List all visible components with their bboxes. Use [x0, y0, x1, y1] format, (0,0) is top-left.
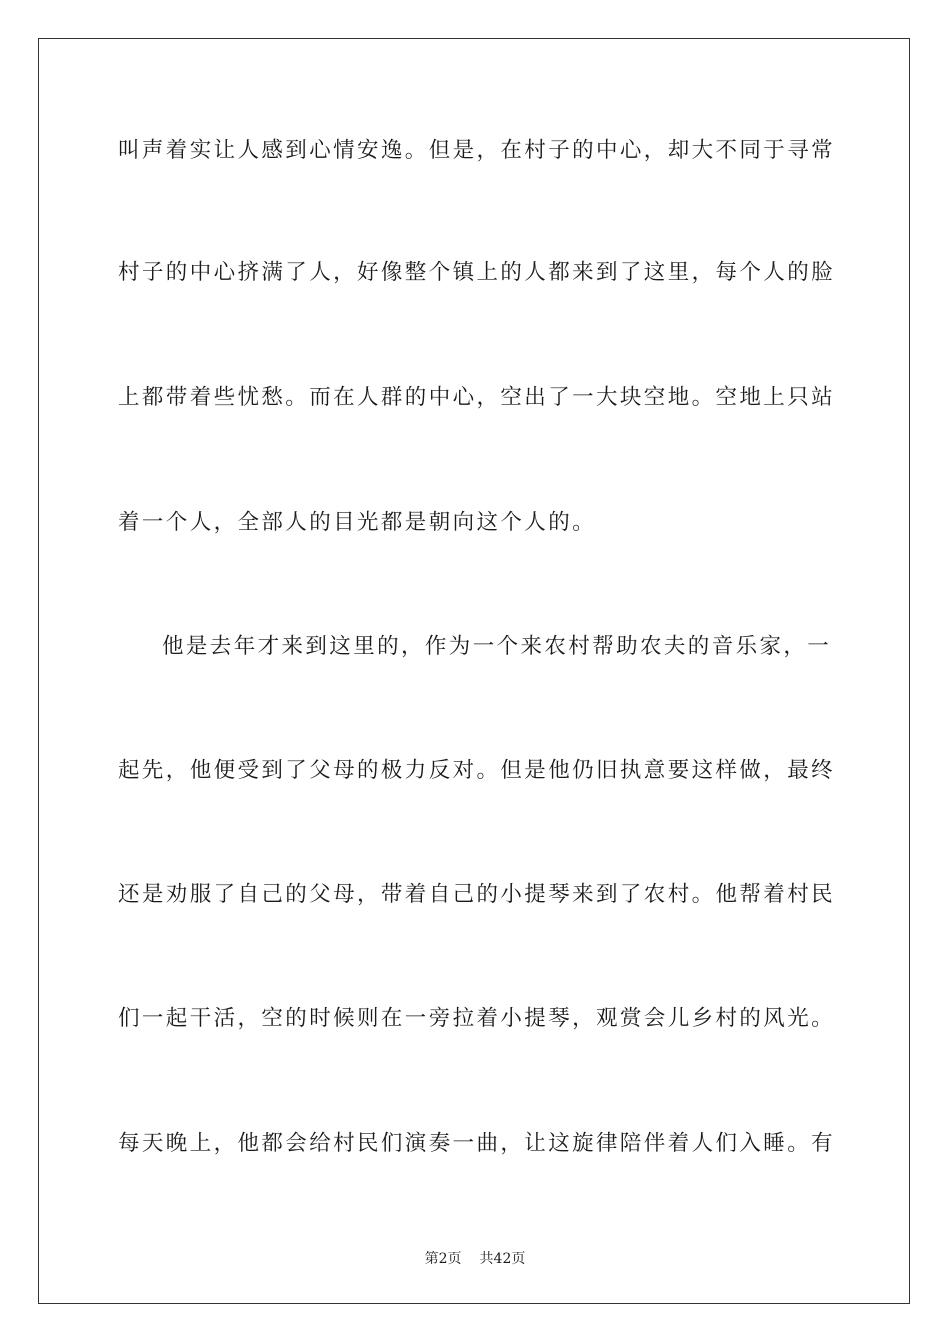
- paragraph-start-line: 他是去年才来到这里的，作为一个来农村帮助农夫的音乐家，一: [162, 634, 832, 659]
- total-pages: 共42页: [479, 1251, 526, 1267]
- text-line-2: 村子的中心挤满了人，好像整个镇上的人都来到了这里，每个人的脸: [118, 260, 836, 285]
- text-line-7: 还是劝服了自己的父母，带着自己的小提琴来到了农村。他帮着村民: [118, 882, 836, 907]
- page-number: 第2页: [424, 1251, 462, 1267]
- text-line-8: 们一起干活，空的时候则在一旁拉着小提琴，观赏会儿乡村的风光。: [118, 1006, 836, 1031]
- text-line-6: 起先，他便受到了父母的极力反对。但是他仍旧执意要这样做，最终: [118, 758, 836, 783]
- page-footer: [0, 1248, 950, 1268]
- text-line-1: 叫声着实让人感到心情安逸。但是，在村子的中心，却大不同于寻常: [118, 138, 836, 163]
- text-line-4: 着一个人，全部人的目光都是朝向这个人的。: [118, 510, 597, 535]
- text-line-9: 每天晚上，他都会给村民们演奏一曲，让这旋律陪伴着人们入睡。有: [118, 1131, 836, 1156]
- page-border: [38, 38, 910, 1304]
- text-line-3: 上都带着些忧愁。而在人群的中心，空出了一大块空地。空地上只站: [118, 385, 836, 410]
